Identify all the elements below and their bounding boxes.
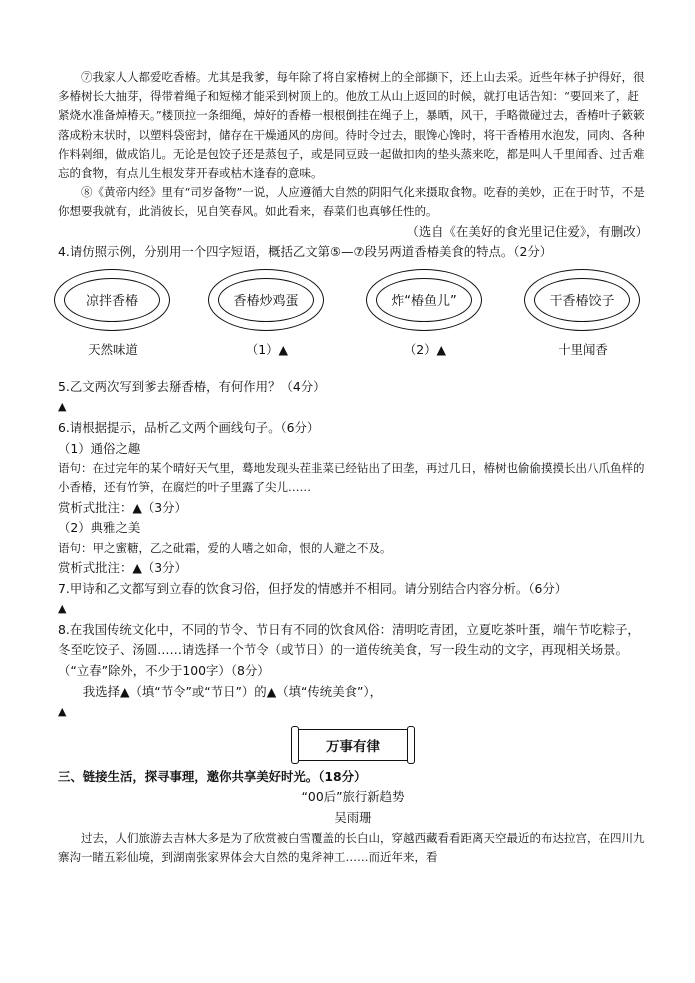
answer-blank-5[interactable]: ▲ [58,400,67,414]
q6-sub2-quote: 语句：甲之蜜糖，乙之砒霜，爱的人嗜之如命，恨的人避之不及。 [58,540,392,555]
oval-outer-ring [208,269,324,331]
section-banner: 万事有律 [298,729,408,761]
q6-sub2-note[interactable]: 赏析式批注：▲（3分） [58,559,187,575]
passage-source: （选自《在美好的食光里记住爱》，有删改） [406,223,648,239]
dish-name: 香椿炒鸡蛋 [218,278,314,322]
dish-name: 凉拌香椿 [64,278,160,322]
dish-oval-2 [208,269,326,358]
passage-paragraph-8: ⑧《黄帝内经》里有“司岁备物”一说，人应遵循大自然的阴阳气化来摄取食物。吃春的美妙，正在于时节，不是你想要我就有，此消彼长，见自笑春风。如此看来，春菜们也真够任性的。 [58,185,645,219]
answer-blank-8[interactable]: ▲ [58,705,67,719]
article-author: 吴雨珊 [334,809,372,825]
dish-name: 炸“椿鱼儿” [376,278,472,322]
q6-sub1-quote: 语句：在过完年的某个晴好天气里，蓦地发现头茬韭菜已经钻出了田垄，再过几日，椿树也偷偷摸摸长出八爪鱼样的小香椿，还有竹笋，在腐烂的叶子里露了尖儿…… [58,461,645,495]
question-5: 5.乙文两次写到爹去掰香椿，有何作用？（4分） [58,378,326,394]
dish-oval-3 [366,269,484,358]
answer-blank-7[interactable]: ▲ [58,602,67,616]
q8-choice[interactable]: 我选择▲（填“节令”或“节日”）的▲（填“传统美食”）， [82,683,382,699]
dish-oval-4 [524,269,642,358]
dish-caption: 天然味道 [88,341,138,357]
oval-outer-ring [366,269,482,331]
exam-page [58,68,648,867]
question-8: 8.在我国传统文化中，不同的节令、节日有不同的饮食风俗：清明吃青团，立夏吃茶叶蛋，端午节吃粽子，冬至吃饺子、汤圆……请选择一个节令（或节日）的一道传统美食，写一段生动的文字，再现相关场景。（“立春”除外，不少于100字）（8分） [58,621,640,678]
q6-sub1-title: （1）通俗之趣 [58,440,141,456]
dish-caption: 十里闻香 [558,341,608,357]
q6-sub1-note[interactable]: 赏析式批注：▲（3分） [58,499,187,515]
question-4: 4.请仿照示例，分别用一个四字短语，概括乙文第⑤—⑦段另两道香椿美食的特点。（2分） [58,244,553,260]
passage-paragraph-7: ⑦我家人人都爱吃香椿。尤其是我爹，每年除了将自家椿树上的全部撷下，还上山去采。近些年林子护得好，很多椿树长大抽芽，得带着绳子和短梯才能采到树顶上的。他放工从山上返回的时候，就打电话告知：“要回来了，赶紧烧水准备焯椿天。”楼顶拉一条细绳，焯好的香椿一根根倒挂在绳子上，暴晒，风干，手略微碰过去，香椿叶子簌簌落成粉末状时，以塑料袋密封，储存在干燥通风的房间。待时令过去，眼馋心馋时，将干香椿用水泡发，同肉、各种作料剁细，做成馅儿。无论是包饺子还是蒸包子，或是同豆豉一起做扣肉的垫头蒸来吃，都是叫人千里闻香、过舌难忘的食物，有点儿生根发芽开春或枯木逢春的意味。 [58,70,645,181]
section-3-heading: 三、链接生活，探寻事理，邀你共享美好时光。（18分） [58,768,367,784]
dish-caption[interactable]: （2）▲ [403,341,447,357]
dish-name: 干香椿饺子 [534,278,630,322]
q6-sub2-title: （2）典雅之美 [58,520,141,536]
dish-oval-1 [54,269,172,358]
question-6: 6.请根据提示，品析乙文两个画线句子。（6分） [58,420,320,435]
section-banner-wrap [58,729,648,761]
question-7: 7.甲诗和乙文都写到立春的饮食习俗，但抒发的情感并不相同。请分别结合内容分析。（6分） [58,580,568,596]
article-title: “00后”旅行新趋势 [301,789,405,805]
article-intro: 过去，人们旅游去吉林大多是为了欣赏被白雪覆盖的长白山，穿越西藏看看距离天空最近的布达拉宫，在四川九寨沟一睹五彩仙境，到湖南张家界体会大自然的鬼斧神工……而近年来，看 [58,830,645,864]
dish-ovals [58,265,648,377]
dish-caption[interactable]: （1）▲ [245,341,289,357]
oval-outer-ring [524,269,640,331]
oval-outer-ring [54,269,170,331]
